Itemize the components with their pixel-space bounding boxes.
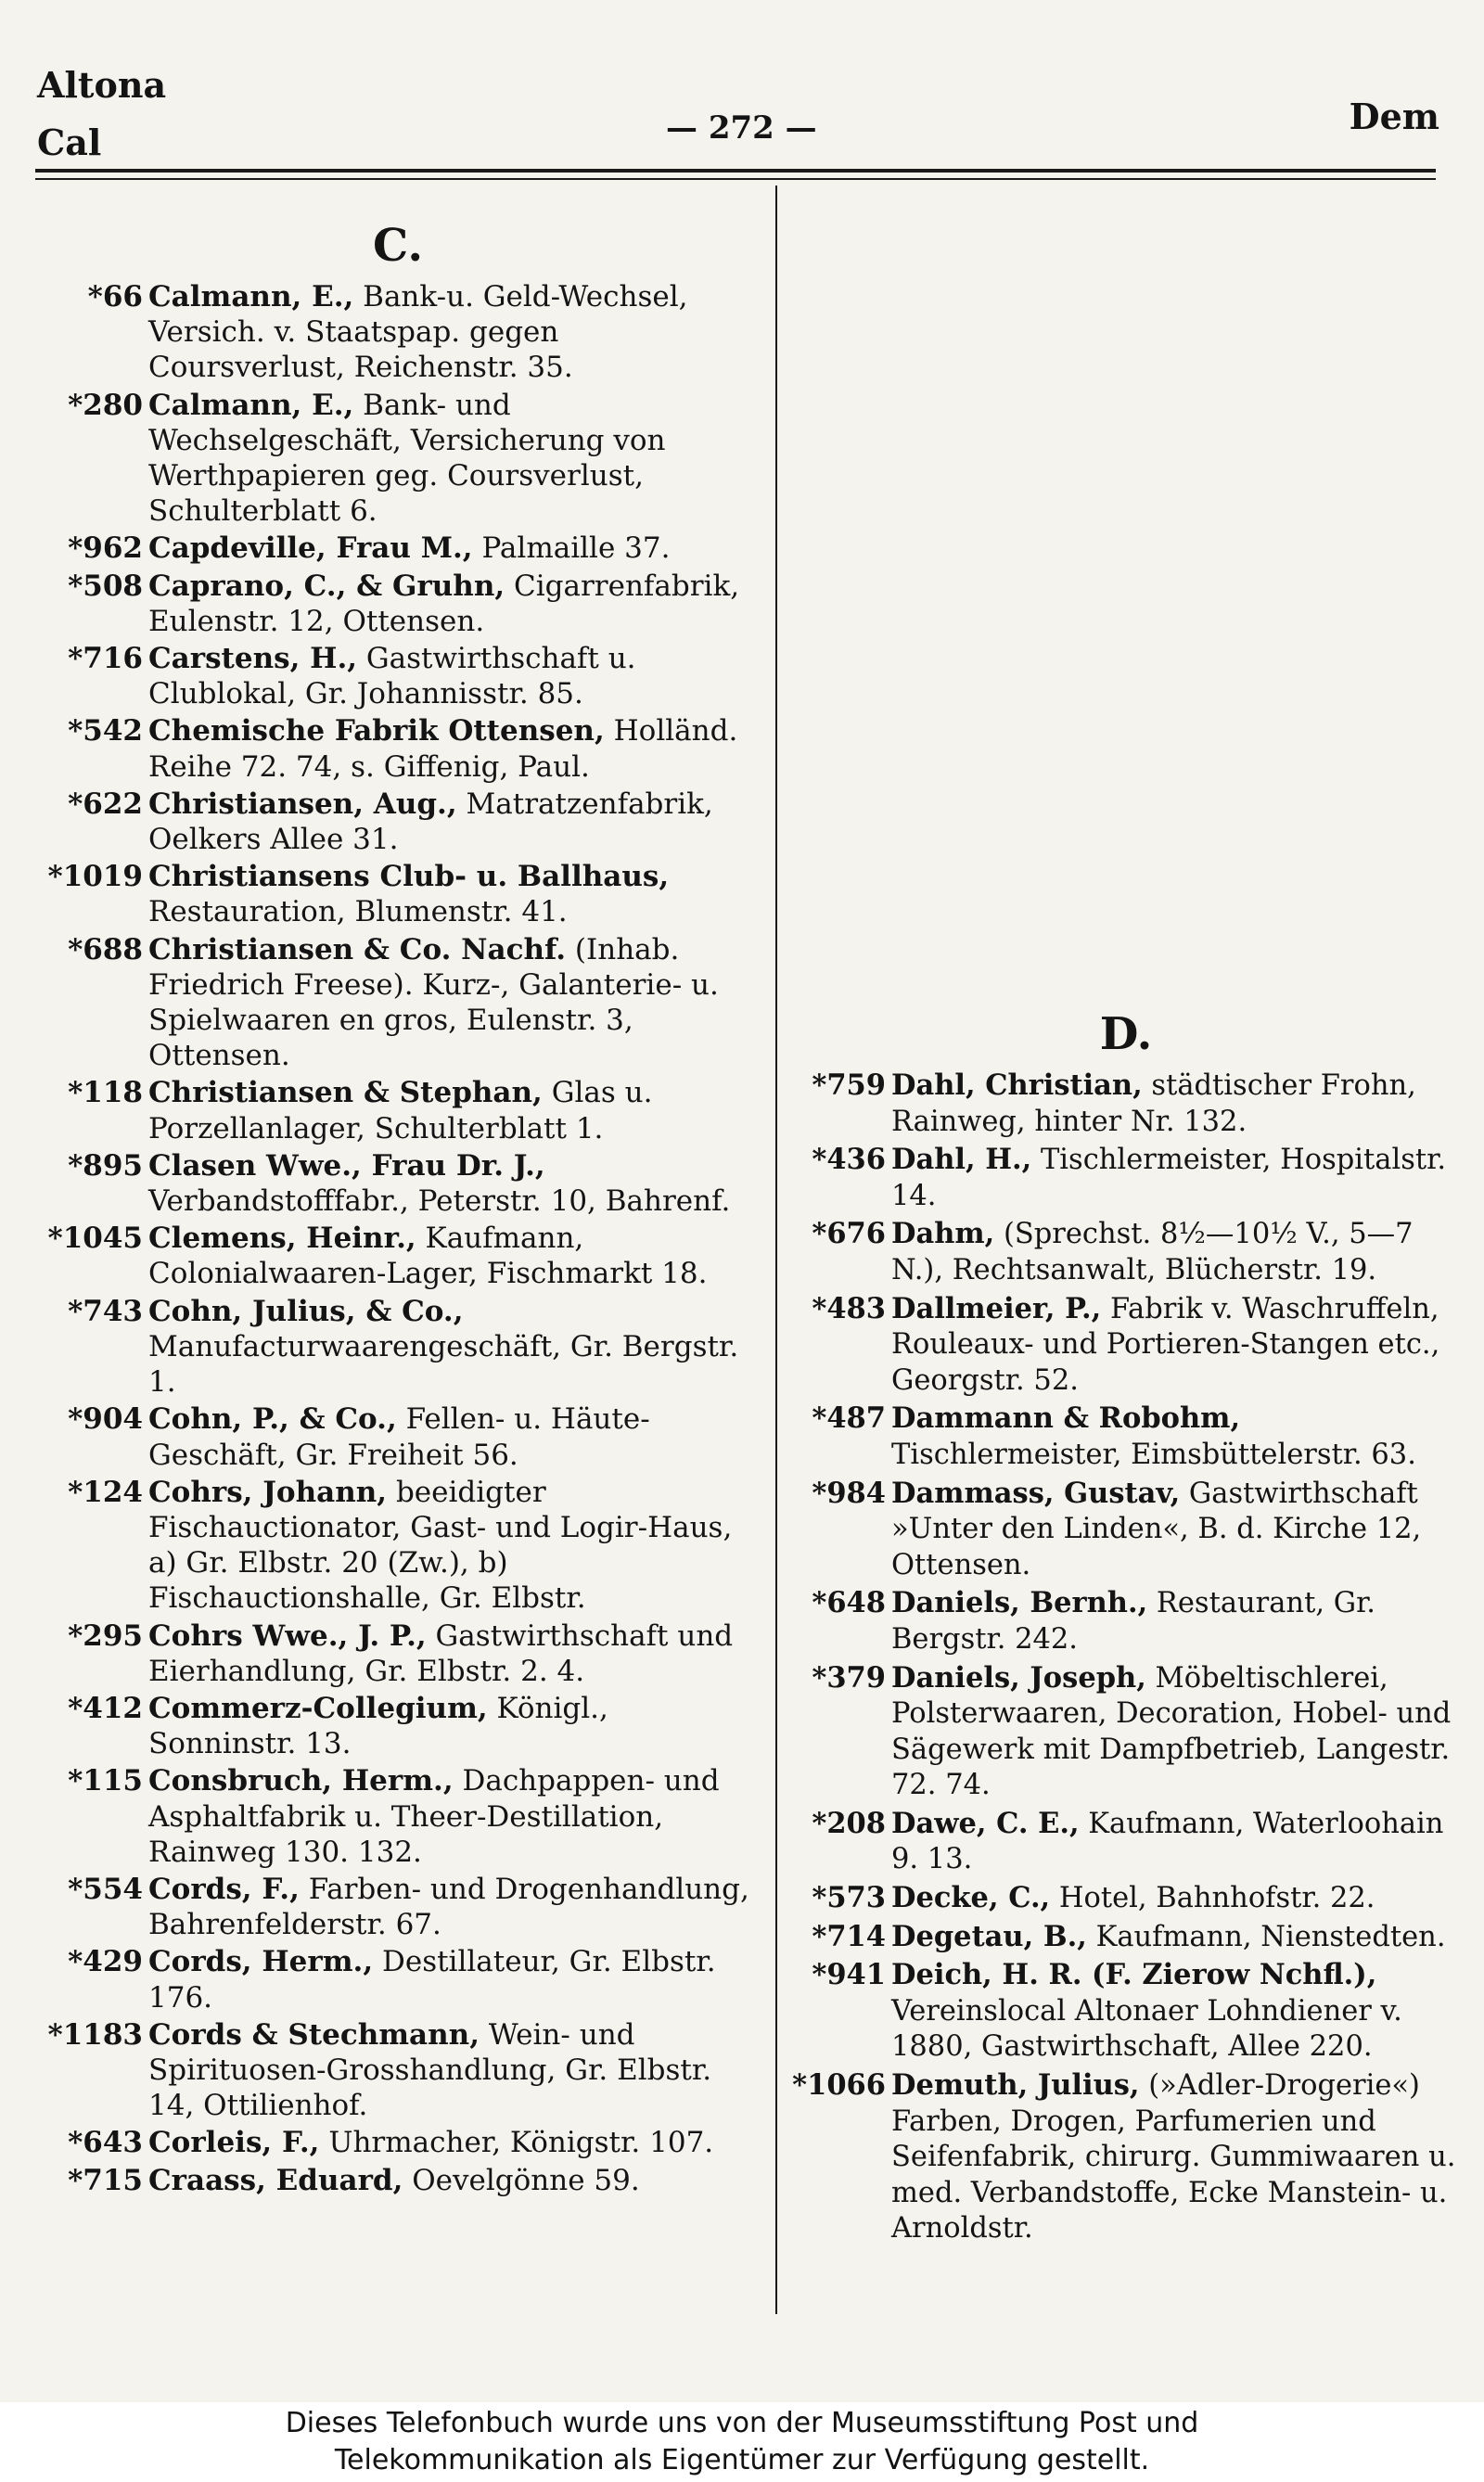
directory-entry [791,1806,1461,1878]
directory-entry [35,787,761,857]
entry-name: Deich, H. R. (F. Zierow Nchfl.), [891,1958,1377,1992]
entry-name: Dallmeier, P., [891,1291,1102,1325]
entry-name: Decke, C., [891,1881,1051,1915]
directory-entry [35,1148,761,1219]
entry-name: Cords & Stechmann, [148,2017,480,2052]
column-d [791,1006,1461,2249]
entry-description: beeidigter Fischauctionator, Gast- und Logir-Haus, a) Gr. Elbstr. 20 (Zw.), b) Fischauctionshalle, Gr. Elbstr. [148,1475,733,1616]
entry-description: Kaufmann, Waterloohain 9. 13. [891,1807,1444,1876]
directory-entry [791,1142,1461,1214]
entry-description: Gastwirthschaft »Unter den Linden«, B. d. Kirche 12, Ottensen. [891,1477,1422,1581]
entry-number: *643 [68,2126,143,2160]
entry-number: *295 [68,1618,143,1653]
entry-number: *118 [68,1076,143,1110]
entry-number: *554 [68,1872,143,1906]
entry-name: Carstens, H., [148,642,358,676]
entry-name: Cords, Herm., [148,1945,374,1979]
entry-number: *759 [812,1068,886,1102]
header-right: Dem [1349,96,1439,137]
entry-number: *1183 [47,2017,143,2052]
entry-description: Holländ. Reihe 72. 74, s. Giffenig, Paul. [148,714,738,784]
entry-number: *573 [812,1881,886,1915]
directory-entry [35,641,761,711]
entry-number: *688 [68,932,143,966]
entry-description: (»Adler-Drogerie«) Farben, Drogen, Parfumerien und Seifenfabrik, chirurg. Gummiwaaren u. med. Verbandstoffe, Ecke Manstein- u. Arnoldstr. [891,2069,1456,2245]
entry-name: Clasen Wwe., Frau Dr. J., [148,1148,545,1183]
header-rule-thick [35,169,1436,173]
entry-description: Destillateur, Gr. Elbstr. 176. [148,1945,716,2015]
entry-number: *542 [68,714,143,748]
directory-entry [791,1919,1461,1956]
entry-name: Corleis, F., [148,2126,320,2160]
entry-name: Christiansens Club- u. Ballhaus, [148,860,670,894]
directory-entry [791,1476,1461,1584]
entry-number: *124 [68,1475,143,1509]
entry-number: *115 [68,1764,143,1798]
entry-description: Kaufmann, Nienstedten. [1086,1920,1446,1953]
entry-number: *676 [812,1217,886,1251]
entry-description: städtischer Frohn, Rainweg, hinter Nr. 132. [891,1069,1416,1138]
entry-description: Dachpappen- und Asphaltfabrik u. Theer-Destillation, Rainweg 130. 132. [148,1764,720,1869]
entry-description: Tischlermeister, Hospitalstr. 14. [891,1144,1447,1212]
footer-notice [0,2402,1484,2482]
directory-entry [791,1880,1461,1917]
directory-entry [35,2163,761,2198]
entry-name: Caprano, C., & Gruhn, [148,569,505,603]
header-left-top: Altona [37,64,167,106]
directory-entry [791,2067,1461,2247]
directory-entry [35,2017,761,2124]
directory-entry [35,1401,761,1472]
entry-description: Königl., Sonninstr. 13. [148,1691,608,1761]
directory-entry [35,1872,761,1942]
entry-name: Dahl, H., [891,1143,1032,1177]
directory-entry [791,1068,1461,1140]
entry-description: Farben- und Drogenhandlung, Bahrenfelderstr. 67. [148,1872,749,1942]
entry-name: Consbruch, Herm., [148,1764,454,1798]
entry-name: Christiansen & Co. Nachf. [148,932,567,966]
entry-name: Calmann, E., [148,280,354,313]
entries-list-c [35,279,761,2198]
section-letter-c: C. [372,220,424,272]
entry-description: Glas u. Porzellanlager, Schulterblatt 1. [148,1076,653,1145]
entry-name: Dammass, Gustav, [891,1476,1181,1510]
entry-number: *280 [68,388,143,422]
directory-entry [791,1291,1461,1400]
entry-description: Palmaille 37. [472,531,671,566]
entry-name: Christiansen, Aug., [148,787,457,821]
entry-description: Möbeltischlerei, Polsterwaaren, Decoration, Hobel- und Sägewerk mit Dampfbetrieb, Langestr. 72. 74. [891,1661,1452,1802]
entry-name: Daniels, Bernh., [891,1586,1148,1620]
directory-entry [35,279,761,386]
entry-name: Degetau, B., [891,1919,1087,1953]
entry-number: *648 [812,1586,886,1620]
directory-entry [35,932,761,1074]
directory-entry [35,1763,761,1870]
entry-number: *962 [68,531,143,566]
entry-description: Hotel, Bahnhofstr. 22. [1050,1882,1375,1915]
entry-description: Vereinslocal Altonaer Lohndiener v. 1880, Gastwirthschaft, Allee 220. [891,1994,1402,2064]
directory-entry [791,1957,1461,2066]
directory-entry [35,1691,761,1761]
entry-description: Cigarrenfabrik, Eulenstr. 12, Ottensen. [148,569,740,638]
entry-number: *436 [812,1143,886,1177]
entry-number: *622 [68,787,143,821]
entry-number: *379 [812,1660,886,1695]
entry-description: Fellen- u. Häute-Geschäft, Gr. Freiheit 56. [148,1402,650,1472]
entry-name: Dammann & Robohm, [891,1401,1241,1436]
entry-description: Restauration, Blumenstr. 41. [148,895,568,929]
entry-number: *412 [68,1691,143,1725]
entry-number: *429 [68,1945,143,1979]
entry-number: *743 [68,1294,143,1328]
entry-description: Gastwirthschaft u. Clublokal, Gr. Johannisstr. 85. [148,642,636,711]
directory-entry [35,1294,761,1401]
entry-number: *941 [812,1958,886,1992]
page-number: — 272 — [666,109,817,147]
entry-number: *1045 [47,1222,143,1256]
entry-description: Oevelgönne 59. [403,2163,640,2197]
entry-description: Kaufmann, Colonialwaaren-Lager, Fischmarkt 18. [148,1222,708,1291]
entry-number: *208 [812,1806,886,1840]
entry-number: *66 [87,280,143,313]
entry-description: Tischlermeister, Eimsbüttelerstr. 63. [891,1438,1416,1471]
column-divider [775,186,777,2314]
entry-name: Craass, Eduard, [148,2163,403,2197]
directory-entry [35,569,761,639]
directory-entry [35,1944,761,2015]
entry-number: *508 [68,569,143,603]
entry-number: *904 [68,1402,143,1437]
directory-entry [35,1618,761,1689]
column-c [35,218,761,2200]
entry-name: Dahm, [891,1217,995,1251]
entry-description: Manufacturwaarengeschäft, Gr. Bergstr. 1. [148,1329,739,1400]
entry-name: Commerz-Collegium, [148,1691,488,1725]
entry-name: Cohrs, Johann, [148,1475,388,1509]
directory-entry [35,2125,761,2160]
directory-entry [791,1660,1461,1804]
header-left-bottom: Cal [37,122,102,163]
header-rule-thin [35,178,1436,180]
section-letter-d: D. [1099,1008,1153,1060]
entry-name: Calmann, E., [148,388,354,422]
entry-description: Bank-u. Geld-Wechsel, Versich. v. Staatspap. gegen Coursverlust, Reichenstr. 35. [148,280,688,385]
entry-name: Daniels, Joseph, [891,1660,1146,1695]
directory-entry [791,1401,1461,1473]
entries-list-d [791,1068,1461,2247]
entry-name: Cohn, Julius, & Co., [148,1294,464,1328]
entry-number: *1019 [47,860,143,894]
entry-description: Uhrmacher, Königstr. 107. [319,2126,714,2160]
directory-entry [791,1216,1461,1288]
entry-number: *895 [68,1148,143,1183]
entry-number: *984 [812,1476,886,1510]
entry-description: Bank- und Wechselgeschäft, Versicherung von Werthpapieren geg. Coursverlust, Schulterblatt 6. [148,388,666,529]
entry-name: Cohrs Wwe., J. P., [148,1618,427,1653]
entry-number: *716 [68,642,143,676]
entry-name: Christiansen & Stephan, [148,1076,543,1110]
entry-description: Fabrik v. Waschruffeln, Rouleaux- und Portieren-Stangen etc., Georgstr. 52. [891,1292,1440,1397]
footer-line-1: Dieses Telefonbuch wurde uns von der Museumsstiftung Post und [285,2407,1199,2439]
directory-entry [35,388,761,530]
entry-name: Cords, F., [148,1872,300,1906]
entry-name: Capdeville, Frau M., [148,531,473,566]
entry-name: Cohn, P., & Co., [148,1402,397,1437]
footer-line-2: Telekommunikation als Eigentümer zur Verfügung gestellt. [334,2444,1150,2476]
directory-entry [35,1475,761,1617]
entry-description: Matratzenfabrik, Oelkers Allee 31. [148,787,713,857]
entry-number: *487 [812,1401,886,1436]
entry-name: Demuth, Julius, [891,2068,1140,2103]
entry-description: (Inhab. Friedrich Freese). Kurz-, Galanterie- u. Spielwaaren en gros, Eulenstr. 3, Ottensen. [148,932,719,1073]
entry-name: Clemens, Heinr., [148,1222,416,1256]
entry-number: *1066 [792,2068,886,2103]
entry-description: Wein- und Spirituosen-Grosshandlung, Gr. Elbstr. 14, Ottilienhof. [148,2017,712,2123]
directory-entry [35,859,761,929]
entry-name: Chemische Fabrik Ottensen, [148,714,605,748]
directory-entry [791,1585,1461,1657]
directory-entry [35,713,761,784]
entry-number: *714 [812,1919,886,1953]
entry-description: Restaurant, Gr. Bergstr. 242. [891,1587,1376,1656]
entry-number: *483 [812,1291,886,1325]
entry-number: *715 [68,2163,143,2197]
entry-name: Dawe, C. E., [891,1806,1080,1840]
directory-entry [35,531,761,566]
directory-entry [35,1075,761,1145]
entry-description: Verbandstofffabr., Peterstr. 10, Bahrenf. [148,1184,731,1219]
directory-entry [35,1221,761,1291]
entry-description: (Sprechst. 8½—10½ V., 5—7 N.), Rechtsanwalt, Blücherstr. 19. [891,1218,1414,1286]
entry-name: Dahl, Christian, [891,1068,1143,1102]
entry-description: Gastwirthschaft und Eierhandlung, Gr. Elbstr. 2. 4. [148,1618,734,1688]
